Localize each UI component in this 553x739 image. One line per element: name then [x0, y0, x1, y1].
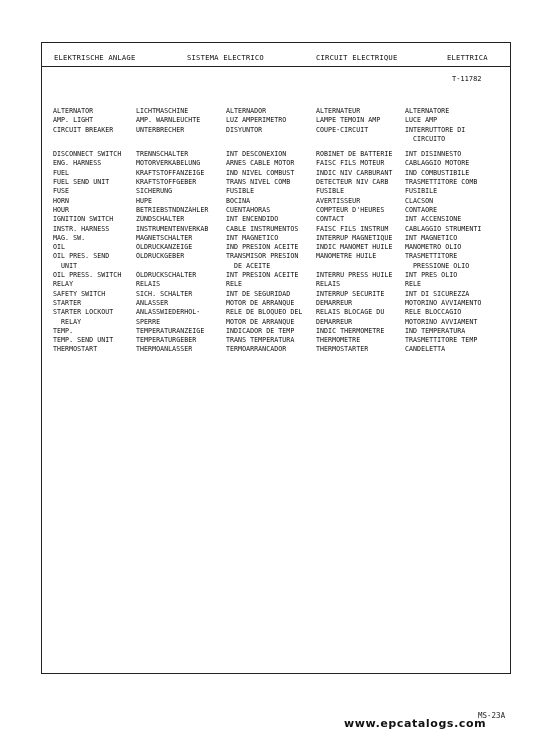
cell-es: IND PRESION ACEITE: [226, 243, 299, 252]
cell-en: FUEL: [53, 168, 70, 177]
cell-en: SAFETY SWITCH: [53, 289, 106, 298]
cell-de: ANLASSER: [136, 298, 169, 307]
cell-fr: COUPE-CIRCUIT: [316, 125, 369, 134]
cell-fr: RELAIS BLOCAGE DU: [316, 308, 385, 317]
cell-it: TRASMETTITORE: [405, 252, 458, 261]
table-row: [53, 345, 493, 354]
cell-de: MOTORVERKABELUNG: [136, 159, 201, 168]
cell-es: TRANS NIVEL COMB: [226, 178, 291, 187]
table-row: [53, 290, 493, 299]
cell-fr: [316, 262, 405, 271]
table-row: [53, 107, 493, 116]
cell-it: CONTAORE: [405, 205, 438, 214]
cell-de: MAGNETSCHALTER: [136, 233, 193, 242]
cell-it: CABLAGGIO STRUMENTI: [405, 224, 482, 233]
cell-de: SICH. SCHALTER: [136, 289, 193, 298]
cell-en: RELAY: [53, 317, 82, 326]
cell-en: STARTER LOCKOUT: [53, 308, 114, 317]
cell-fr: THERMOSTARTER: [316, 345, 369, 354]
table-row: [53, 197, 493, 206]
cell-en: IGNITION SWITCH: [53, 215, 114, 224]
table-row: [53, 206, 493, 215]
cell-it: PRESSIONE OLIO: [405, 261, 470, 270]
cell-de: [136, 262, 226, 271]
cell-en: STARTER: [53, 298, 82, 307]
cell-it: RELE BLOCCAGIO: [405, 308, 462, 317]
cell-de: RELAIS: [136, 280, 161, 289]
cell-fr: CONTACT: [316, 215, 345, 224]
cell-it: INT PRES OLIO: [405, 271, 458, 280]
cell-es: DISYUNTOR: [226, 125, 263, 134]
cell-it: MANOMETRO OLIO: [405, 243, 462, 252]
cell-de: KRAFTSTOFFANZEIGE: [136, 168, 205, 177]
cell-es: ARNES CABLE MOTOR: [226, 159, 295, 168]
cell-es: INT DESCONEXION: [226, 150, 287, 159]
cell-fr: FAISC FILS MOTEUR: [316, 159, 385, 168]
table-row: [53, 225, 493, 234]
table-row: [53, 116, 493, 125]
header-divider: [41, 66, 511, 67]
cell-fr: RELAIS: [316, 280, 341, 289]
cell-en: RELAY: [53, 280, 74, 289]
table-row: [53, 126, 493, 135]
cell-it: IND COMBUSTIBILE: [405, 168, 470, 177]
cell-fr: MANOMETRE HUILE: [316, 252, 377, 261]
cell-en: ALTERNATOR: [53, 107, 94, 115]
cell-es: ALTERNADOR: [226, 107, 267, 115]
cell-de: HUPE: [136, 196, 153, 205]
cell-en: THERMOSTART: [53, 345, 98, 354]
cell-en: OIL PRES. SEND: [53, 252, 110, 261]
cell-en: FUSE: [53, 187, 70, 196]
cell-es: INT DE SEGURIDAD: [226, 289, 291, 298]
cell-it: INT DI SICUREZZA: [405, 289, 470, 298]
table-row: [53, 234, 493, 243]
table-row: [53, 299, 493, 308]
page-code: MS-23A: [478, 711, 506, 720]
header-french: CIRCUIT ELECTRIQUE: [316, 53, 398, 62]
cell-en: HORN: [53, 196, 70, 205]
cell-es: TRANSMISOR PRESION: [226, 252, 299, 261]
cell-fr: ROBINET DE BATTERIE: [316, 150, 393, 159]
cell-en: TEMP.: [53, 326, 74, 335]
table-row: [53, 187, 493, 196]
cell-fr: [316, 135, 405, 144]
cell-fr: FUSIBLE: [316, 187, 345, 196]
cell-fr: INTERRUP SECURITE: [316, 289, 385, 298]
cell-es: DE ACEITE: [226, 261, 271, 270]
cell-it: LUCE AMP: [405, 116, 438, 125]
cell-it: CLACSON: [405, 196, 434, 205]
cell-de: TEMPERATURGEBER: [136, 336, 197, 345]
cell-de: TRENNSCHALTER: [136, 150, 189, 159]
cell-de: SICHERUNG: [136, 187, 173, 196]
cell-es: INT MAGNETICO: [226, 233, 279, 242]
cell-it: INT DISINNESTO: [405, 150, 462, 159]
table-row: [53, 135, 493, 144]
cell-es: INT PRESION ACEITE: [226, 271, 299, 280]
table-row: [53, 280, 493, 289]
header-spanish: SISTEMA ELECTRICO: [187, 53, 264, 62]
cell-fr: INDIC THERMOMETRE: [316, 326, 385, 335]
cell-es: RELE: [226, 280, 243, 289]
cell-fr: INTERRUP MAGNETIQUE: [316, 233, 393, 242]
table-row: [53, 262, 493, 271]
cell-it: ALTERNATORE: [405, 107, 450, 115]
cell-en: [53, 135, 136, 144]
table-row: [53, 308, 493, 317]
cell-en: FUEL SEND UNIT: [53, 178, 110, 187]
cell-en: ENG. HARNESS: [53, 159, 102, 168]
table-row: [53, 178, 493, 187]
cell-es: [226, 135, 316, 144]
watermark-url: www.epcatalogs.com: [344, 717, 487, 730]
cell-de: [136, 135, 226, 144]
cell-es: FUSIBLE: [226, 187, 255, 196]
cell-es: IND NIVEL COMBUST: [226, 168, 295, 177]
header-italian: ELETTRICA: [447, 53, 488, 62]
table-row: [53, 327, 493, 336]
cell-de: ANLASSWIEDERHOL-: [136, 308, 201, 317]
table-row: [53, 336, 493, 345]
cell-it: INTERRUTTORE DI: [405, 125, 466, 134]
cell-de: ÖLDRUCKANZEIGE: [136, 243, 193, 252]
cell-it: TRASMETTITORE TEMP: [405, 336, 478, 345]
cell-it: MOTORINO AVVIAMENTO: [405, 298, 482, 307]
cell-it: CIRCUITO: [405, 134, 446, 143]
cell-es: INT ENCENDIDO: [226, 215, 279, 224]
cell-de: ZÜNDSCHALTER: [136, 215, 185, 224]
cell-en: HOUR: [53, 205, 70, 214]
cell-it: RELE: [405, 280, 422, 289]
cell-es: CUENTAHORAS: [226, 205, 271, 214]
table-row: [53, 169, 493, 178]
cell-it: INT ACCENSIONE: [405, 215, 462, 224]
cell-fr: DEMARREUR: [316, 298, 353, 307]
cell-fr: DETECTEUR NIV CARB: [316, 178, 389, 187]
table-row: [53, 215, 493, 224]
cell-es: CABLE INSTRUMENTOS: [226, 224, 299, 233]
cell-de: ÖLDRUCKSCHALTER: [136, 271, 197, 280]
cell-de: THERMOANLASSER: [136, 345, 193, 354]
cell-fr: LAMPE TEMOIN AMP: [316, 116, 381, 125]
cell-en: MAG. SW.: [53, 233, 86, 242]
cell-fr: ALTERNATEUR: [316, 107, 361, 115]
cell-de: KRAFTSTOFFGEBER: [136, 178, 197, 187]
cell-it: INT MAGNETICO: [405, 233, 458, 242]
cell-it: IND TEMPERATURA: [405, 326, 466, 335]
cell-en: CIRCUIT BREAKER: [53, 125, 114, 134]
cell-fr: FAISC FILS INSTRUM: [316, 224, 389, 233]
cell-en: OIL PRESS. SWITCH: [53, 271, 122, 280]
cell-es: BOCINA: [226, 196, 251, 205]
table-row: [53, 318, 493, 327]
cell-es: LUZ AMPERIMETRO: [226, 116, 287, 125]
cell-de: SPERRE: [136, 317, 161, 326]
table-row: [53, 150, 493, 159]
cell-en: INSTR. HARNESS: [53, 224, 110, 233]
cell-en: DISCONNECT SWITCH: [53, 150, 122, 159]
cell-de: TEMPERATURANZEIGE: [136, 326, 205, 335]
table-row: [53, 243, 493, 252]
header-german: ELEKTRISCHE ANLAGE: [54, 53, 136, 62]
cell-it: TRASMETTITORE COMB: [405, 178, 478, 187]
cell-fr: AVERTISSEUR: [316, 196, 361, 205]
cell-de: UNTERBRECHER: [136, 125, 185, 134]
reference-number: T-11782: [452, 75, 482, 83]
translation-table: [53, 107, 493, 355]
cell-it: CANDELETTA: [405, 345, 446, 354]
cell-it: CABLAGGIO MOTORE: [405, 159, 470, 168]
cell-fr: COMPTEUR D'HEURES: [316, 205, 385, 214]
table-row: [53, 271, 493, 280]
cell-en: UNIT: [53, 261, 78, 270]
cell-de: ÖLDRUCKGEBER: [136, 252, 185, 261]
cell-es: MOTOR DE ARRANQUE: [226, 317, 295, 326]
cell-en: TEMP. SEND UNIT: [53, 336, 114, 345]
cell-fr: INDIC MANOMET HUILE: [316, 243, 393, 252]
cell-fr: THERMOMETRE: [316, 336, 361, 345]
cell-fr: INTERRU PRESS HUILE: [316, 271, 393, 280]
cell-es: INDICADOR DE TEMP: [226, 326, 295, 335]
cell-fr: DEMARREUR: [316, 317, 353, 326]
cell-en: OIL: [53, 243, 66, 252]
table-row: [53, 252, 493, 261]
cell-es: RELE DE BLOQUEO DEL: [226, 308, 303, 317]
cell-de: AMP. WARNLEUCHTE: [136, 116, 201, 125]
table-row: [53, 159, 493, 168]
cell-de: LICHTMASCHINE: [136, 107, 189, 115]
cell-it: MOTORINO AVVIAMENT: [405, 317, 478, 326]
cell-en: AMP. LIGHT: [53, 116, 94, 125]
cell-es: MOTOR DE ARRANQUE: [226, 298, 295, 307]
cell-de: INSTRUMENTENVERKAB: [136, 224, 209, 233]
cell-fr: INDIC NIV CARBURANT: [316, 168, 393, 177]
cell-es: TERMOARRANCADOR: [226, 345, 287, 354]
cell-es: TRANS TEMPERATURA: [226, 336, 295, 345]
cell-de: BETRIEBSTNDNZÄHLER: [136, 205, 209, 214]
cell-it: FUSIBILE: [405, 187, 438, 196]
